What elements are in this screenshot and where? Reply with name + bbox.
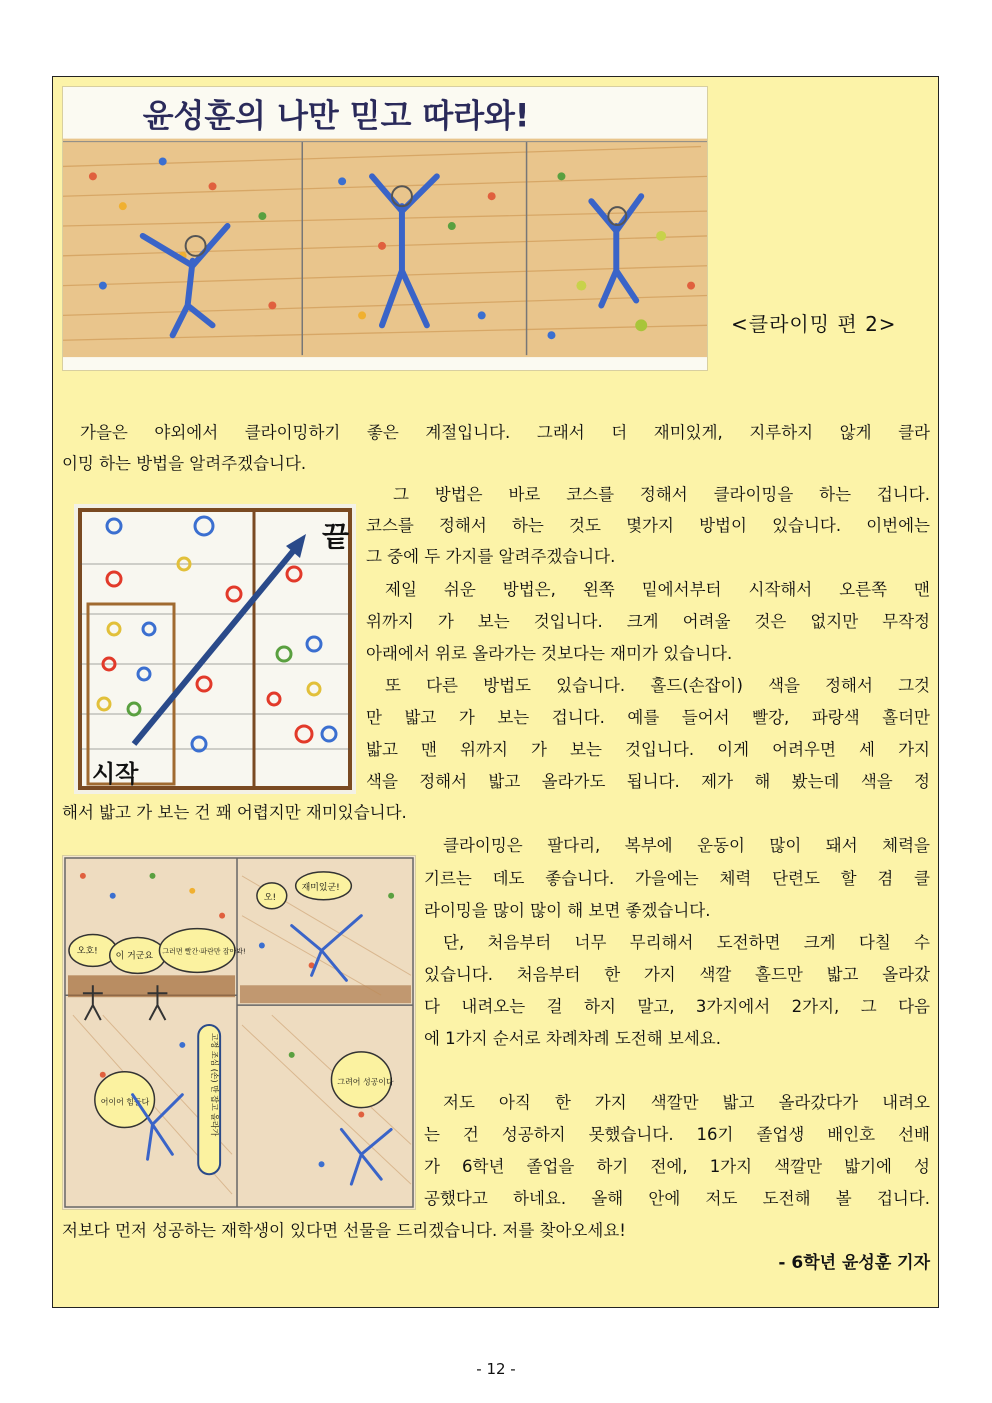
paragraph-5-line-1: 클라이밍은 팔다리, 복부에 운동이 많이 돼서 체력을: [443, 836, 930, 855]
paragraph-5-line-2: 기르는 데도 좋습니다. 가을에는 체력 단련도 할 겸 클: [424, 869, 930, 888]
comic-drawing: [62, 855, 416, 1210]
paragraph-6-line-2: 있습니다. 처음부터 한 가지 색깔 홀드만 밟고 올라갔: [424, 965, 930, 984]
paragraph-7-line-2: 는 건 성공하지 못했습니다. 16기 졸업생 배인호 선배: [424, 1125, 930, 1144]
paragraph-3-line-3: 아래에서 위로 올라가는 것보다는 재미가 있습니다.: [366, 644, 733, 663]
paragraph-4-line-1: 또 다른 방법도 있습니다. 홀드(손잡이) 색을 정해서 그것: [385, 676, 930, 695]
comic-bubble-6: 고정 조심 (손) 만 잡고 올라가: [210, 1032, 220, 1137]
paragraph-4-line-2: 만 밟고 가 보는 겁니다. 예를 들어서 빨강, 파랑색 홀더만: [366, 708, 930, 727]
paragraph-6-line-3: 다 내려오는 걸 하지 말고, 3가지에서 2가지, 그 다음: [424, 997, 930, 1016]
paragraph-7-line-3: 가 6학년 졸업을 하기 전에, 1가지 색깔만 밟기에 성: [424, 1157, 930, 1176]
paragraph-7-line-5: 저보다 먼저 성공하는 재학생이 있다면 선물을 드리겠습니다. 저를 찾아오세요!: [62, 1221, 626, 1240]
paragraph-2-line-3: 그 중에 두 가지를 알려주겠습니다.: [366, 547, 616, 566]
comic-bubble-5: 재미있군!: [301, 882, 340, 893]
paragraph-7-line-4: 공했다고 하네요. 올해 안에 저도 도전해 볼 겁니다.: [424, 1189, 930, 1208]
paragraph-4-line-4: 색을 정해서 밟고 올라가도 됩니다. 제가 해 봤는데 색을 정: [366, 772, 930, 791]
paragraph-5-line-3: 라이밍을 많이 많이 해 보면 좋겠습니다.: [424, 901, 711, 920]
paragraph-4-line-3: 밟고 맨 위까지 가 보는 것입니다. 이게 어려우면 세 가지: [366, 740, 930, 759]
comic-bubble-8: 그려어 성공이다: [337, 1077, 394, 1087]
comic-bubble-7: 어이어 힘들다: [100, 1097, 150, 1107]
paragraph-4-line-5: 해서 밟고 가 보는 건 꽤 어렵지만 재미있습니다.: [62, 803, 407, 822]
header-drawing: [62, 86, 708, 371]
course-diagram: [74, 504, 356, 794]
section-caption: <클라이밍 편 2>: [731, 312, 897, 336]
comic-bubble-3: 그러면 빨간·파란만 잡아봐!: [162, 947, 246, 956]
paragraph-2-line-2: 코스를 정해서 하는 것도 몇가지 방법이 있습니다. 이번에는: [366, 516, 930, 535]
page-number: - 12 -: [476, 1360, 516, 1378]
paragraph-2-line-1: 그 방법은 바로 코스를 정해서 클라이밍을 하는 겁니다.: [393, 485, 930, 504]
comic-bubble-1: 오호!: [76, 946, 98, 957]
diagram-end-label: 끝: [322, 520, 350, 553]
header-drawing-title: 윤성훈의 나만 믿고 따라와!: [142, 96, 530, 135]
paragraph-7-line-1: 저도 아직 한 가지 색깔만 밟고 올라갔다가 내려오: [443, 1093, 930, 1112]
diagram-start-label: 시작: [92, 760, 139, 788]
paragraph-3-line-2: 위까지 가 보는 것입니다. 크게 어려울 것은 없지만 무작정: [366, 612, 930, 631]
paragraph-1-line-1: 가을은 야외에서 클라이밍하기 좋은 계절입니다. 그래서 더 재미있게, 지루하지 않게 클라: [80, 423, 930, 442]
paragraph-3-line-1: 제일 쉬운 방법은, 왼쪽 밑에서부터 시작해서 오른쪽 맨: [385, 580, 930, 599]
comic-bubble-4: 오!: [263, 892, 277, 903]
paragraph-6-line-4: 에 1가지 순서로 차례차례 도전해 보세요.: [424, 1029, 721, 1048]
byline: - 6학년 윤성훈 기자: [778, 1253, 930, 1273]
comic-bubble-2: 이 거군요: [115, 951, 154, 962]
paragraph-6-line-1: 단, 처음부터 너무 무리해서 도전하면 크게 다칠 수: [443, 933, 930, 952]
paragraph-1-line-2: 이밍 하는 방법을 알려주겠습니다.: [62, 454, 307, 473]
